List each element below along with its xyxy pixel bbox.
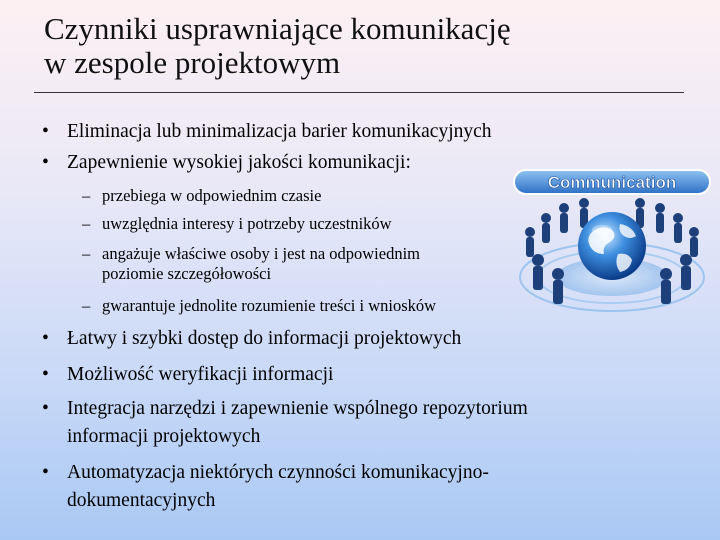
- subbullet-item: [82, 214, 522, 234]
- slide-title-line1: Czynniki usprawniające komunikację: [44, 11, 511, 46]
- bullet-text-line1: Integracja narzędzi i zapewnienie wspólnego repozytorium: [67, 398, 528, 419]
- slide-title-line2: w zespole projektowym: [44, 45, 341, 80]
- bullet-text: Możliwość weryfikacji informacji: [67, 364, 334, 385]
- bullet-item: [42, 363, 682, 387]
- bullet-item: [42, 120, 642, 144]
- subbullet-text-line2: poziomie szczegółowości: [102, 264, 272, 283]
- banner-label: Communication: [547, 173, 677, 192]
- subbullet-marker: –: [82, 214, 91, 233]
- bullet-item: [42, 397, 682, 445]
- bullet-marker: •: [42, 462, 49, 483]
- subbullet-text: przebiega w odpowiednim czasie: [102, 186, 322, 205]
- bullet-text: Eliminacja lub minimalizacja barier komunikacyjnych: [67, 121, 492, 142]
- globe-people-circle-icon: [508, 162, 716, 317]
- subbullet-item: [82, 244, 522, 284]
- subbullet-text: uwzględnia interesy i potrzeby uczestników: [102, 214, 392, 233]
- subbullet-text-line1: angażuje właściwe osoby i jest na odpowiednim: [102, 244, 421, 263]
- subbullet-item: [82, 296, 522, 316]
- bullet-text: Łatwy i szybki dostęp do informacji projektowych: [67, 328, 462, 349]
- subbullet-marker: –: [82, 186, 91, 205]
- bullet-text-line1: Automatyzacja niektórych czynności komunikacyjno-: [67, 462, 489, 483]
- bullet-marker: •: [42, 364, 49, 385]
- bullet-marker: •: [42, 328, 49, 349]
- bullet-marker: •: [42, 398, 49, 419]
- communication-illustration: [508, 162, 716, 317]
- subbullet-text: gwarantuje jednolite rozumienie treści i wniosków: [102, 296, 437, 315]
- bullet-marker: •: [42, 121, 49, 142]
- bullet-text: Zapewnienie wysokiej jakości komunikacji:: [67, 152, 411, 173]
- bullet-text-line2: informacji projektowych: [67, 426, 261, 447]
- subbullet-marker: –: [82, 244, 91, 263]
- bullet-item: [42, 327, 682, 351]
- bullet-item: [42, 461, 682, 509]
- subbullet-marker: –: [82, 296, 91, 315]
- subbullet-item: [82, 186, 522, 206]
- bullet-text-line2: dokumentacyjnych: [67, 490, 216, 511]
- bullet-marker: •: [42, 152, 49, 173]
